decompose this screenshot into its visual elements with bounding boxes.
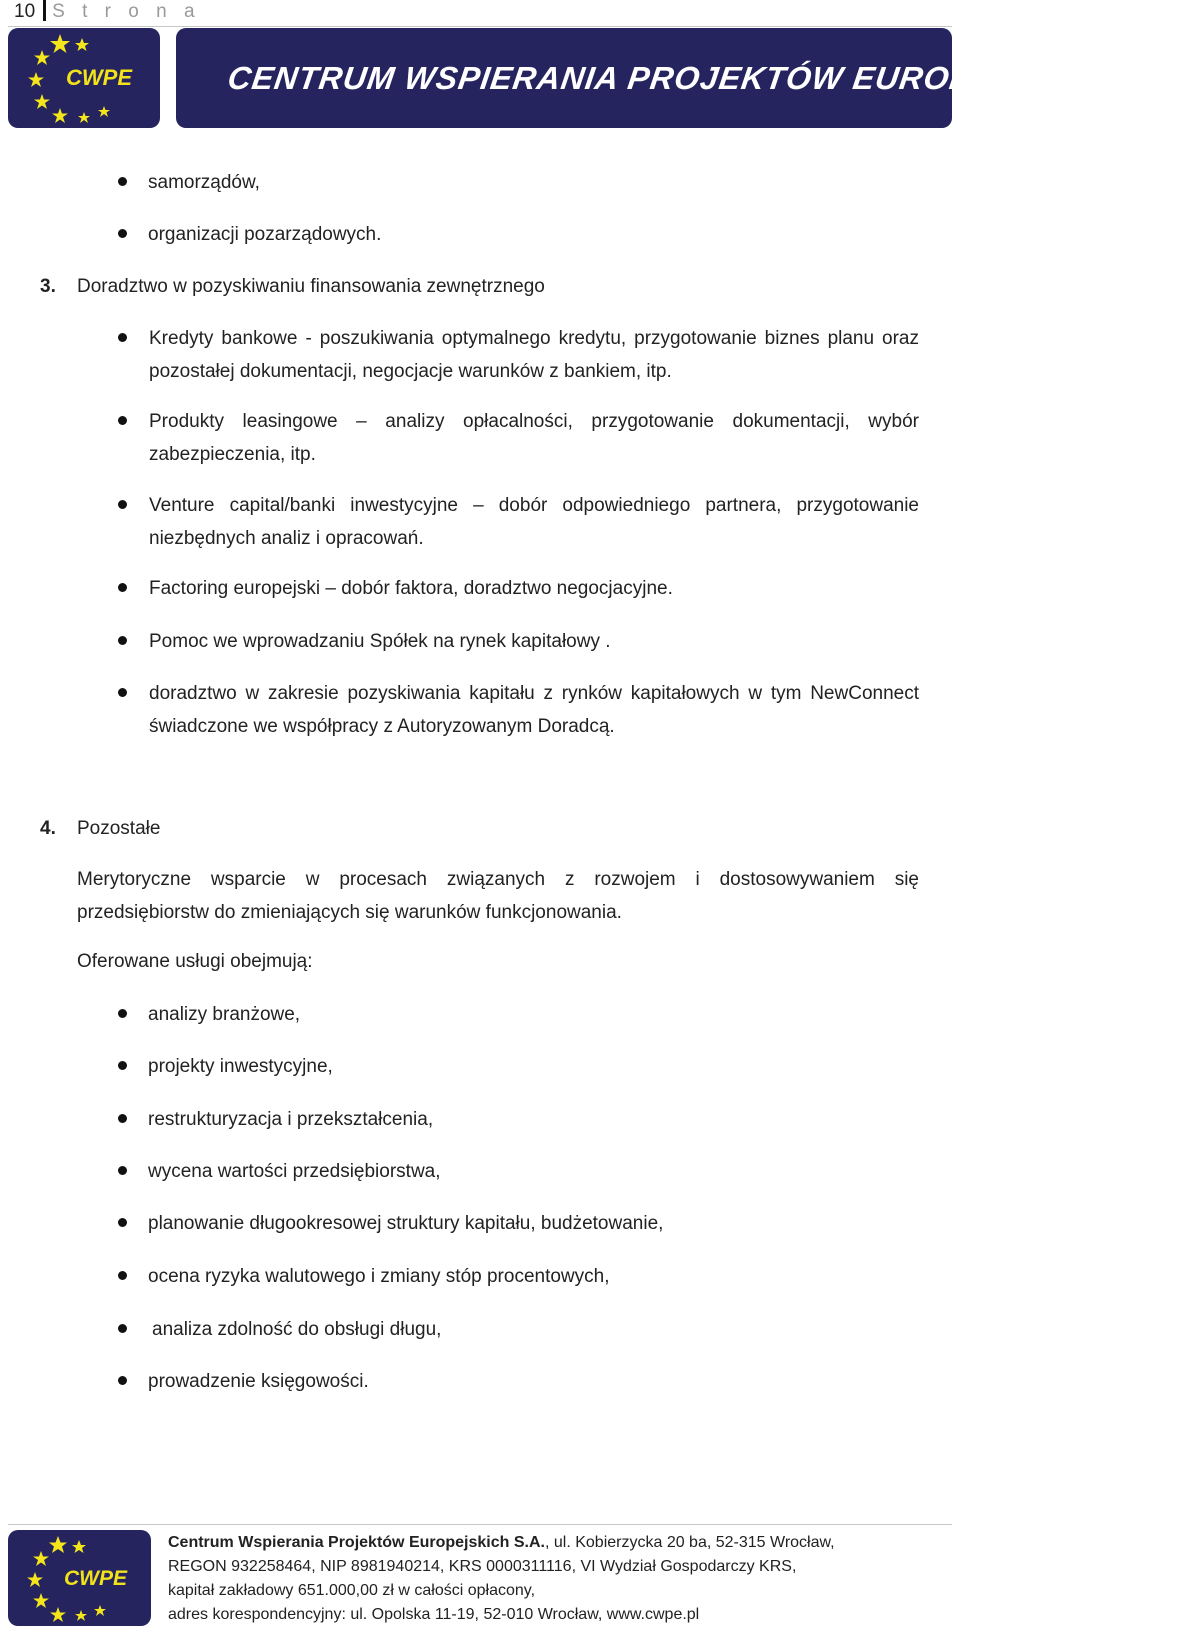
bullet-icon — [118, 229, 127, 238]
bullet-icon — [118, 177, 127, 186]
list-item: analiza zdolność do obsługi długu, — [152, 1319, 442, 1340]
footer-text — [168, 1531, 835, 1627]
bullet-icon — [118, 688, 127, 697]
footer-line-4: adres korespondencyjny: ul. Opolska 11-19, 52-010 Wrocław, www.cwpe.pl — [168, 1606, 700, 1623]
list-item: Venture capital/banki inwestycyjne – dobór odpowiedniego partnera, przygotowanie niezbędnych analiz i opracowań. — [149, 495, 919, 549]
page-word: S t r o n a — [52, 1, 201, 22]
footer-divider — [8, 1524, 952, 1525]
star-ring-icon — [8, 1530, 151, 1626]
list-item: analizy branżowe, — [148, 1004, 301, 1025]
footer-company: Centrum Wspierania Projektów Europejskich S.A. — [168, 1534, 545, 1551]
list-item: wycena wartości przedsiębiorstwa, — [148, 1161, 441, 1182]
services-intro: Oferowane usługi obejmują: — [77, 951, 313, 972]
footer-line-2: REGON 932258464, NIP 8981940214, KRS 0000311116, VI Wydział Gospodarczy KRS, — [168, 1558, 797, 1575]
list-item: Pomoc we wprowadzaniu Spółek na rynek kapitałowy . — [149, 631, 611, 652]
page-number: 10 — [14, 1, 36, 22]
list-item: planowanie długookresowej struktury kapitału, budżetowanie, — [148, 1213, 664, 1234]
bullet-icon — [118, 1271, 127, 1280]
footer-address: , ul. Kobierzycka 20 ba, 52-315 Wrocław, — [544, 1534, 835, 1551]
list-item: Kredyty bankowe - poszukiwania optymalnego kredytu, przygotowanie biznes planu oraz pozostałej dokumentacji, negocjacje warunków z bankiem, itp. — [149, 328, 919, 382]
list-item: samorządów, — [148, 172, 260, 193]
logo-text: CWPE — [66, 65, 132, 90]
list-item: restrukturyzacja i przekształcenia, — [148, 1109, 434, 1130]
page-number-label — [14, 0, 201, 26]
bullet-icon — [118, 1166, 127, 1175]
bullet-icon — [118, 1376, 127, 1385]
list-item: organizacji pozarządowych. — [148, 224, 382, 245]
footer-line-1 — [168, 1531, 835, 1555]
star-ring-icon — [8, 28, 160, 128]
footer-cwpe-logo — [8, 1530, 151, 1626]
list-item: doradztwo w zakresie pozyskiwania kapitału z rynków kapitałowych w tym NewConnect świadczone we współpracy z Autoryzowanym Doradcą. — [149, 683, 919, 737]
list-item: ocena ryzyka walutowego i zmiany stóp procentowych, — [148, 1266, 610, 1287]
list-item: prowadzenie księgowości. — [148, 1371, 369, 1392]
bullet-icon — [118, 416, 127, 425]
cwpe-logo — [8, 28, 160, 128]
company-banner — [176, 28, 1196, 128]
list-item: Produkty leasingowe – analizy opłacalności, przygotowanie dokumentacji, wybór zabezpieczenia, itp. — [149, 411, 919, 465]
bullet-icon — [118, 333, 127, 342]
bullet-icon — [118, 1324, 127, 1333]
section-number: 4. — [40, 818, 56, 839]
list-item: Factoring europejski – dobór faktora, doradztwo negocjacyjne. — [149, 578, 673, 599]
section-heading: Doradztwo w pozyskiwaniu finansowania zewnętrznego — [77, 276, 545, 297]
bullet-icon — [118, 583, 127, 592]
footer-line-3: kapitał zakładowy 651.000,00 zł w całości opłacony, — [168, 1582, 536, 1599]
banner-title: CENTRUM WSPIERANIA PROJEKTÓW EUROPEJSKICH S.A. — [225, 60, 1196, 96]
header-divider — [8, 26, 952, 27]
section-number: 3. — [40, 276, 56, 297]
list-item: projekty inwestycyjne, — [148, 1056, 333, 1077]
bullet-icon — [118, 636, 127, 645]
paragraph: Merytoryczne wsparcie w procesach związanych z rozwojem i dostosowywaniem się przedsiębiorstw do zmieniających się warunków funkcjonowania. — [77, 869, 919, 923]
logo-text: CWPE — [64, 1567, 127, 1590]
bullet-icon — [118, 1218, 127, 1227]
section-heading: Pozostałe — [77, 818, 161, 839]
bullet-icon — [118, 500, 127, 509]
page-number-separator — [43, 0, 46, 21]
bullet-icon — [118, 1061, 127, 1070]
bullet-icon — [118, 1114, 127, 1123]
bullet-icon — [118, 1009, 127, 1018]
